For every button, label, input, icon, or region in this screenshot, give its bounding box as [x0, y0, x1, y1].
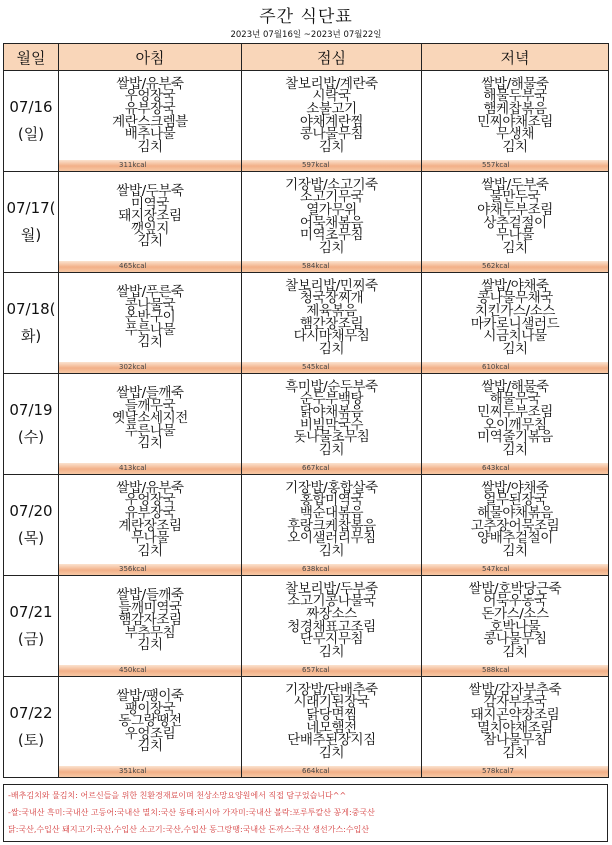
menu-item: 상추겉절이	[483, 214, 547, 231]
dinner-cell	[422, 71, 609, 172]
date-range: 2023년 07월16일 ~2023년 07월22일	[230, 30, 382, 40]
menu-item: 미역줄기볶음	[477, 429, 553, 446]
dinner-items	[422, 576, 608, 665]
menu-item: 옛날소세지전	[112, 410, 188, 427]
day-weekday: 화)	[20, 327, 42, 345]
kcal-bar: 413kcal	[59, 463, 241, 474]
menu-item: 김치	[137, 233, 163, 250]
menu-item: 콩나물무침	[483, 631, 547, 648]
menu-item: 깻잎지	[131, 220, 169, 237]
kcal-bar: 578kcal7	[422, 766, 608, 777]
dinner-cell	[422, 273, 609, 374]
menu-item: 김치	[137, 738, 163, 755]
menu-item: 찰보리밥/민찌죽	[285, 277, 378, 294]
kcal-bar: 465kcal	[59, 261, 241, 272]
menu-item: 청경채표고조림	[287, 618, 376, 635]
breakfast-cell	[59, 475, 242, 576]
kcal-bar: 356kcal	[59, 564, 241, 575]
menu-item: 오이깨무침	[483, 416, 547, 433]
dinner-cell	[422, 172, 609, 273]
day-cell	[4, 576, 59, 677]
day-cell	[4, 71, 59, 172]
menu-item: 얼무된장국	[483, 492, 547, 509]
dinner-cell	[422, 576, 609, 677]
lunch-cell	[242, 71, 422, 172]
menu-item: 김치	[318, 239, 345, 256]
menu-item: 김치	[318, 643, 345, 660]
breakfast-cell	[59, 71, 242, 172]
lunch-items	[242, 374, 421, 463]
breakfast-items	[59, 374, 241, 463]
menu-item: 참나물무침	[483, 732, 547, 749]
dinner-items	[422, 71, 608, 160]
kcal-bar: 657kcal	[242, 665, 421, 676]
menu-item: 짜장소스	[306, 605, 357, 622]
menu-item: 햄감자조림	[118, 612, 182, 629]
menu-item: 멸치야채조림	[477, 719, 553, 736]
kcal-bar: 547kcal	[422, 564, 608, 575]
menu-item: 소불고기	[306, 100, 357, 117]
menu-item: 소고기콩나물국	[287, 593, 376, 610]
menu-item: 해물야채볶음	[477, 504, 553, 521]
day-date: 07/17(	[6, 199, 56, 217]
dinner-items	[422, 172, 608, 261]
kcal-bar: 588kcal	[422, 665, 608, 676]
lunch-cell	[242, 475, 422, 576]
day-cell	[4, 273, 59, 374]
breakfast-items	[59, 71, 241, 160]
dinner-items	[422, 677, 608, 766]
day-weekday: 월)	[20, 226, 42, 244]
menu-item: 김치	[318, 441, 345, 458]
menu-item: 김치	[502, 340, 528, 357]
day-row	[4, 172, 609, 273]
day-row	[4, 71, 609, 172]
menu-item: 쌀밥/두부죽	[481, 176, 549, 193]
day-row	[4, 576, 609, 677]
menu-item: 해물두부국	[483, 88, 547, 105]
menu-item: 물만두국	[489, 189, 541, 206]
menu-item: 콩나물국	[124, 296, 176, 313]
menu-item: 열가무위	[306, 201, 357, 218]
menu-item: 김치	[137, 542, 163, 559]
menu-item: 우엉장국	[124, 88, 176, 105]
menu-item: 김치	[502, 643, 528, 660]
menu-item: 고추장어묵조림	[470, 517, 560, 534]
day-date: 07/18(	[6, 300, 56, 318]
menu-item: 동그랑땡전	[118, 713, 182, 730]
lunch-cell	[242, 576, 422, 677]
menu-item: 네모햄전	[306, 719, 357, 736]
menu-item: 어묵우동국	[483, 593, 547, 610]
menu-item: 오이샐러리무침	[287, 530, 376, 547]
dinner-cell	[422, 374, 609, 475]
menu-item: 콩나물무채국	[477, 290, 553, 307]
day-cell	[4, 475, 59, 576]
menu-item: 시래기된장국	[293, 694, 370, 711]
menu-item: 비빔막국수	[299, 416, 364, 433]
menu-item: 흑미밥/순두부죽	[285, 378, 378, 395]
menu-item: 우엉장국	[124, 492, 176, 509]
day-row	[4, 677, 609, 778]
lunch-items	[242, 475, 421, 564]
menu-item: 시금치나물	[483, 328, 547, 345]
menu-item: 다시마채무침	[293, 328, 370, 345]
menu-item: 김치	[318, 744, 345, 761]
menu-item: 호박나물	[489, 618, 541, 635]
note-line: -배추김치와 물김치: 어르신들을 위한 친환경재료이며 천상소망요양원에서 직접 담구었습니다^^	[8, 791, 347, 800]
menu-item: 민찌두부조림	[477, 403, 553, 420]
lunch-items	[242, 71, 421, 160]
menu-item: 마카로니샐러드	[470, 315, 560, 332]
menu-item: 쌀밥/해물죽	[481, 378, 549, 395]
menu-item: 들깨미역국	[118, 599, 182, 616]
menu-item: 무나물	[496, 227, 534, 244]
menu-item: 쌀밥/유부죽	[116, 75, 184, 92]
kcal-bar: 610kcal	[422, 362, 608, 373]
menu-item: 푸른나물	[124, 422, 176, 439]
menu-item: 청국장찌개	[299, 290, 364, 307]
header-lunch: 점심	[242, 44, 422, 71]
breakfast-cell	[59, 576, 242, 677]
kcal-bar: 562kcal	[422, 261, 608, 272]
menu-item: 김치	[318, 138, 345, 155]
day-row	[4, 374, 609, 475]
breakfast-items	[59, 475, 241, 564]
dinner-items	[422, 475, 608, 564]
menu-item: 팽이장국	[124, 700, 176, 717]
day-date: 07/16	[9, 98, 53, 116]
menu-item: 유부장국	[124, 504, 176, 521]
menu-item: 계란스크렘블	[112, 113, 188, 130]
breakfast-items	[59, 576, 241, 665]
menu-item: 단배추된장지짐	[287, 732, 376, 749]
menu-item: 쌀밥/들깨죽	[116, 587, 184, 604]
header-row	[4, 44, 609, 71]
menu-item: 순두부백탕	[299, 391, 364, 408]
menu-item: 기장밥/단배추죽	[285, 681, 378, 698]
day-weekday: (토)	[17, 731, 45, 749]
menu-item: 소고기무국	[299, 189, 364, 206]
day-weekday: (수)	[17, 428, 45, 446]
day-cell	[4, 172, 59, 273]
menu-item: 쌀밥/팽이죽	[116, 688, 184, 705]
menu-item: 김치	[502, 138, 528, 155]
kcal-bar: 450kcal	[59, 665, 241, 676]
menu-item: 돼지장조림	[118, 208, 182, 225]
kcal-bar: 302kcal	[59, 362, 241, 373]
lunch-items	[242, 273, 421, 362]
day-weekday: (금)	[17, 630, 45, 648]
menu-item: 돼지곤약장조림	[470, 706, 560, 723]
menu-item: 김치	[502, 441, 528, 458]
kcal-bar: 597kcal	[242, 160, 421, 171]
menu-item: 햄간장조림	[299, 315, 364, 332]
kcal-bar: 545kcal	[242, 362, 421, 373]
menu-item: 배추나물	[124, 126, 176, 143]
menu-item: 쌀밥/야채죽	[481, 479, 549, 496]
day-date: 07/19	[9, 401, 53, 419]
kcal-bar: 351kcal	[59, 766, 241, 777]
day-cell	[4, 677, 59, 778]
kcal-bar: 643kcal	[422, 463, 608, 474]
menu-item: 기장밥/소고기죽	[285, 176, 378, 193]
menu-item: 유부장국	[124, 100, 176, 117]
day-weekday: (일)	[17, 125, 45, 143]
lunch-cell	[242, 374, 422, 475]
header-dinner: 저녁	[422, 44, 609, 71]
menu-item: 닭당면찜	[306, 706, 357, 723]
menu-item: 쌀밥/들깨죽	[116, 385, 184, 402]
menu-item: 어묵채볶음	[299, 214, 364, 231]
day-date: 07/20	[9, 502, 53, 520]
lunch-cell	[242, 172, 422, 273]
menu-item: 야채두부조림	[477, 201, 553, 218]
menu-item: 쌀밥/해물죽	[481, 75, 549, 92]
menu-item: 무나물	[131, 530, 169, 547]
menu-item: 후랑크케찹볶음	[287, 517, 376, 534]
lunch-cell	[242, 273, 422, 374]
menu-item: 김치	[318, 340, 345, 357]
menu-item: 부추무침	[124, 624, 176, 641]
day-date: 07/22	[9, 704, 53, 722]
breakfast-cell	[59, 677, 242, 778]
menu-item: 무생채	[496, 126, 534, 143]
breakfast-items	[59, 677, 241, 766]
menu-item: 계란장조림	[118, 517, 182, 534]
breakfast-cell	[59, 273, 242, 374]
kcal-bar: 664kcal	[242, 766, 421, 777]
menu-item: 김치	[502, 744, 528, 761]
menu-item: 들깨무국	[124, 397, 176, 414]
note-line: -쌀:국내산 흑미:국내산 고등어:국내산 멸치:국산 동태:러시아 가자미:국내산 볼락:포루투칼산 꽁게:중국산	[8, 808, 375, 817]
menu-item: 돗나물초무침	[293, 429, 370, 446]
header-day: 월일	[4, 44, 59, 71]
kcal-bar: 557kcal	[422, 160, 608, 171]
menu-item: 쌀밥/푸른죽	[116, 284, 184, 301]
kcal-bar: 311kcal	[59, 160, 241, 171]
menu-item: 백순대볶음	[299, 504, 364, 521]
menu-item: 야채계란찜	[299, 113, 364, 130]
note-line: 닭:국산,수입산 돼지고기:국산,수입산 소고기:국산,수입산 동그랑땡:국내산 돈까스:국산 생선가스:수입산	[8, 825, 370, 834]
menu-item: 쌀밥/호박당근죽	[468, 580, 562, 597]
menu-item: 콩나물무침	[299, 126, 364, 143]
menu-item: 제육볶음	[306, 302, 357, 319]
breakfast-cell	[59, 172, 242, 273]
day-weekday: (목)	[17, 529, 45, 547]
menu-item: 김치	[502, 542, 528, 559]
menu-item: 감자부추국	[483, 694, 547, 711]
header-breakfast: 아침	[59, 44, 242, 71]
dinner-items	[422, 273, 608, 362]
menu-item: 찰보리밥/계란죽	[285, 75, 378, 92]
menu-item: 온반구이	[124, 309, 176, 326]
day-row	[4, 273, 609, 374]
menu-item: 김치	[137, 138, 163, 155]
menu-item: 김치	[502, 239, 528, 256]
menu-item: 우엉조림	[124, 725, 176, 742]
menu-item: 돈가스/소스	[481, 605, 549, 622]
lunch-items	[242, 677, 421, 766]
menu-item: 양배추겉절이	[477, 530, 553, 547]
menu-item: 쌀밥/감자부추죽	[468, 681, 562, 698]
notes-box	[3, 784, 608, 842]
kcal-bar: 638kcal	[242, 564, 421, 575]
menu-item: 기장밥/홍합살죽	[285, 479, 378, 496]
kcal-bar: 584kcal	[242, 261, 421, 272]
lunch-cell	[242, 677, 422, 778]
day-row	[4, 475, 609, 576]
menu-item: 미역국	[131, 195, 169, 212]
menu-item: 단무지무침	[299, 631, 364, 648]
menu-item: 김치	[318, 542, 345, 559]
menu-item: 찰보리밥/두부죽	[285, 580, 378, 597]
page-title: 주간 식단표	[259, 7, 353, 27]
dinner-cell	[422, 475, 609, 576]
menu-item: 시락국	[312, 88, 351, 105]
day-cell	[4, 374, 59, 475]
kcal-bar: 667kcal	[242, 463, 421, 474]
breakfast-items	[59, 172, 241, 261]
menu-item: 김치	[137, 435, 163, 452]
meal-table	[3, 43, 609, 778]
menu-item: 햄케찹볶음	[483, 100, 547, 117]
lunch-items	[242, 576, 421, 665]
menu-item: 김치	[137, 334, 163, 351]
menu-item: 푸른나물	[124, 321, 176, 338]
menu-item: 민찌야채조림	[477, 113, 553, 130]
menu-item: 홍합미역국	[299, 492, 364, 509]
menu-item: 치킨가스/소스	[475, 302, 555, 319]
breakfast-cell	[59, 374, 242, 475]
menu-item: 해물무국	[489, 391, 541, 408]
menu-item: 김치	[137, 637, 163, 654]
dinner-items	[422, 374, 608, 463]
menu-item: 닭야채볶음	[299, 403, 364, 420]
breakfast-items	[59, 273, 241, 362]
menu-item: 쌀밥/유부죽	[116, 479, 184, 496]
day-date: 07/21	[9, 603, 53, 621]
dinner-cell	[422, 677, 609, 778]
lunch-items	[242, 172, 421, 261]
menu-item: 미역초무침	[299, 227, 364, 244]
menu-item: 쌀밥/두부죽	[116, 183, 184, 200]
menu-item: 쌀밥/야채죽	[481, 277, 549, 294]
